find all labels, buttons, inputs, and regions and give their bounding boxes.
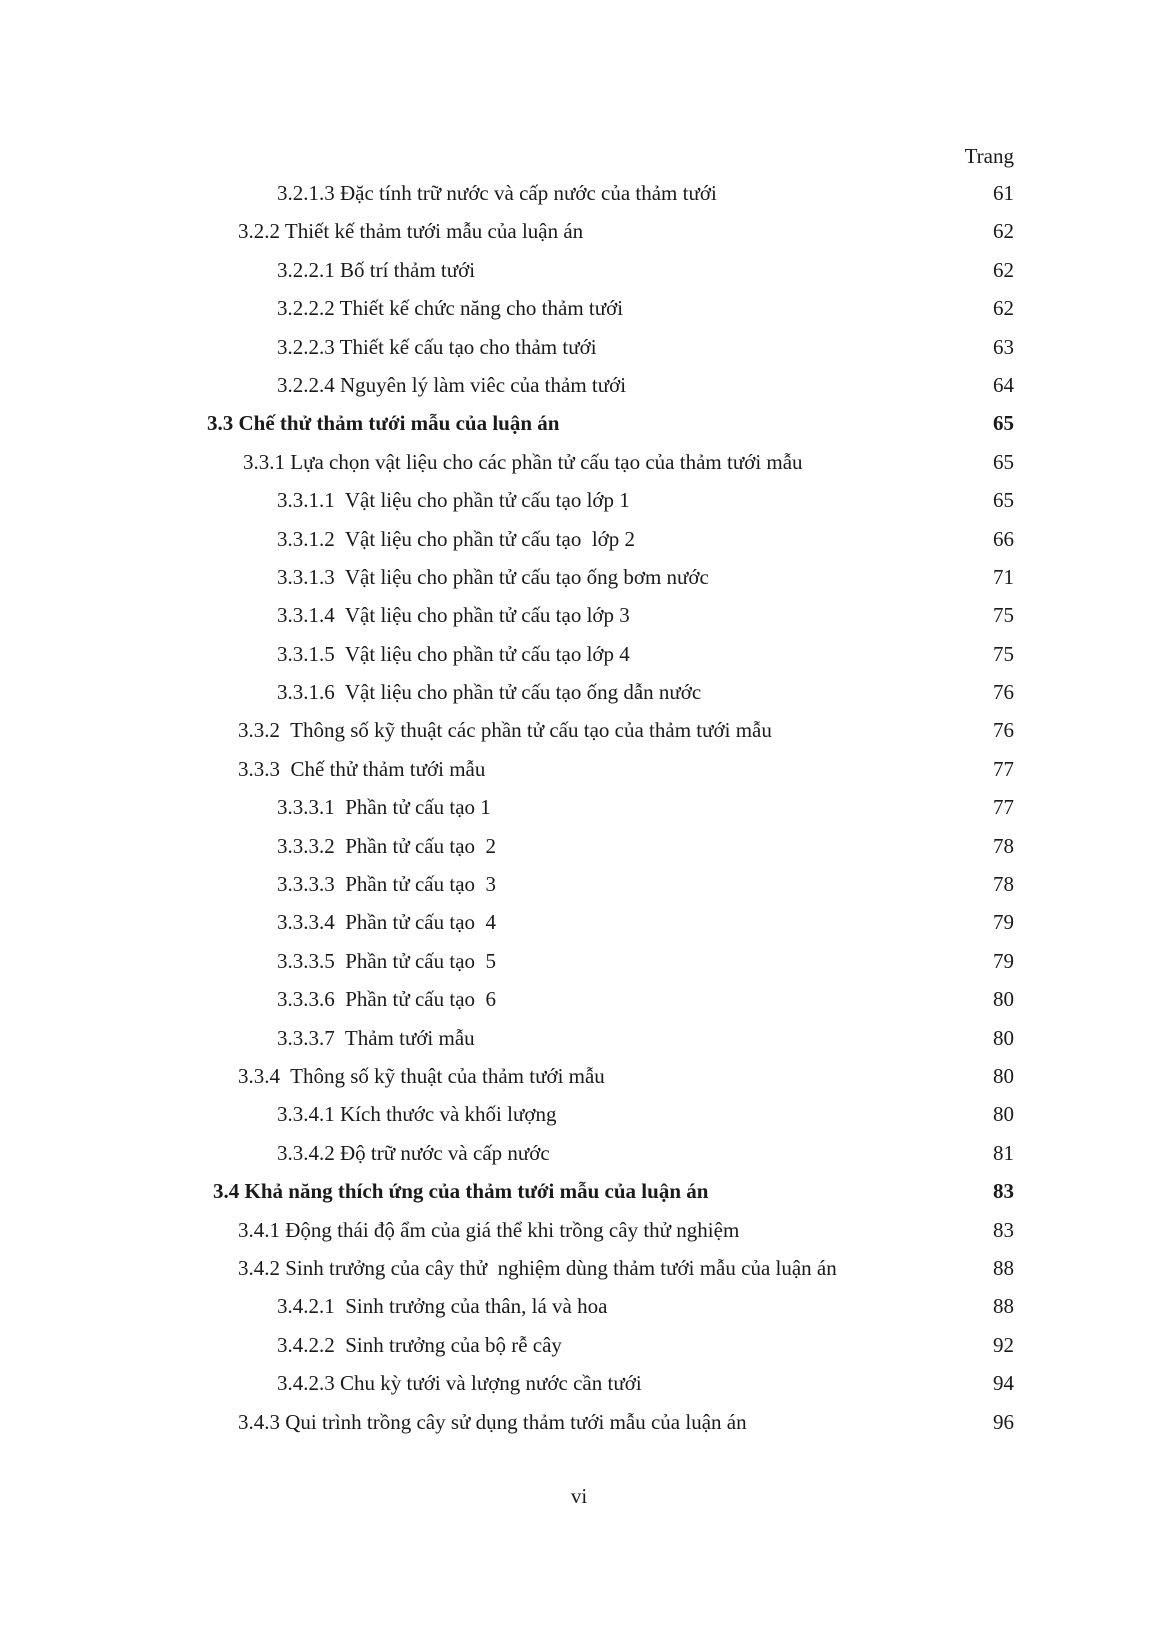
toc-entry-title: 3.3.2 Thông số kỹ thuật các phần tử cấu tạo của thảm tưới mẫu	[238, 718, 772, 743]
toc-entry-title: 3.3.3.2 Phần tử cấu tạo 2	[277, 833, 497, 858]
toc-entry-page: 88	[993, 1294, 1014, 1319]
toc-entry-page: 80	[993, 1025, 1014, 1050]
toc-entry-title: 3.3.3.3 Phần tử cấu tạo 3	[277, 872, 497, 897]
toc-entry-page: 88	[993, 1255, 1014, 1280]
toc-entry-title: 3.3 Chế thử thảm tưới mẫu của luận án	[207, 411, 560, 436]
toc-entry	[0, 981, 1158, 1019]
toc-entry	[0, 712, 1158, 750]
toc-entry	[0, 1135, 1158, 1173]
toc-entry-title: 3.4 Khả năng thích ứng của thảm tưới mẫu của luận án	[213, 1179, 709, 1204]
toc-entry	[0, 1020, 1158, 1058]
toc-entry-title: 3.3.3.4 Phần tử cấu tạo 4	[277, 910, 497, 935]
toc-entry	[0, 674, 1158, 712]
toc-entry-title: 3.3.1 Lựa chọn vật liệu cho các phần tử cấu tạo của thảm tưới mẫu	[243, 449, 803, 474]
toc-entry-page: 75	[993, 641, 1014, 666]
toc-entry	[0, 290, 1158, 328]
toc-entry	[0, 329, 1158, 367]
toc-entry-title: 3.3.1.6 Vật liệu cho phần tử cấu tạo ống dẫn nước	[277, 680, 702, 705]
toc-entry	[0, 1288, 1158, 1326]
toc-entry-page: 83	[993, 1179, 1014, 1204]
toc-entry	[0, 636, 1158, 674]
toc-entry-title: 3.2.2.1 Bố trí thảm tưới	[277, 257, 476, 282]
toc-entry	[0, 482, 1158, 520]
toc-entry-page: 80	[993, 987, 1014, 1012]
toc-entry-page: 71	[993, 564, 1014, 589]
toc-entry	[0, 405, 1158, 443]
toc-entry-page: 65	[993, 449, 1014, 474]
toc-entry-page: 76	[993, 680, 1014, 705]
toc-entry-page: 66	[993, 526, 1014, 551]
toc-entry-page: 92	[993, 1332, 1014, 1357]
toc-entry-title: 3.3.3.1 Phần tử cấu tạo 1	[277, 795, 491, 820]
toc-entry-page: 65	[993, 488, 1014, 513]
toc-entry	[0, 175, 1158, 213]
toc-entry-title: 3.3.3.5 Phần tử cấu tạo 5	[277, 948, 497, 973]
toc-entry-title: 3.4.2 Sinh trưởng của cây thử nghiệm dùng thảm tưới mẫu của luận án	[238, 1255, 837, 1280]
table-of-contents	[0, 175, 1158, 1442]
toc-entry	[0, 559, 1158, 597]
toc-entry-title: 3.3.1.2 Vật liệu cho phần tử cấu tạo lớp 2	[277, 526, 636, 551]
toc-entry	[0, 444, 1158, 482]
toc-entry	[0, 597, 1158, 635]
toc-entry	[0, 521, 1158, 559]
toc-entry	[0, 789, 1158, 827]
toc-entry-title: 3.3.3.7 Thảm tưới mẫu	[277, 1025, 475, 1050]
toc-entry-title: 3.3.4.2 Độ trữ nước và cấp nước	[277, 1140, 550, 1165]
toc-entry-page: 77	[993, 795, 1014, 820]
toc-entry-title: 3.3.4 Thông số kỹ thuật của thảm tưới mẫu	[238, 1063, 605, 1088]
toc-entry-title: 3.3.1.3 Vật liệu cho phần tử cấu tạo ống bơm nước	[277, 564, 709, 589]
toc-entry-title: 3.3.3 Chế thử thảm tưới mẫu	[238, 756, 486, 781]
toc-entry-title: 3.2.2 Thiết kế thảm tưới mẫu của luận án	[238, 219, 584, 244]
toc-entry-page: 61	[993, 181, 1014, 205]
toc-entry-title: 3.3.3.6 Phần tử cấu tạo 6	[277, 987, 497, 1012]
toc-entry	[0, 213, 1158, 251]
toc-entry-title: 3.3.4.1 Kích thước và khối lượng	[277, 1102, 557, 1127]
toc-entry-page: 94	[993, 1371, 1014, 1396]
toc-entry-title: 3.3.1.4 Vật liệu cho phần tử cấu tạo lớp 3	[277, 603, 630, 628]
toc-entry-title: 3.2.2.4 Nguyên lý làm viêc của thảm tưới	[277, 372, 627, 397]
toc-entry	[0, 252, 1158, 290]
page-number-footer: vi	[570, 1484, 588, 1508]
toc-entry-page: 64	[993, 372, 1014, 397]
toc-entry	[0, 1212, 1158, 1250]
toc-entry-page: 77	[993, 756, 1014, 781]
toc-entry-title: 3.3.1.5 Vật liệu cho phần tử cấu tạo lớp 4	[277, 641, 630, 666]
toc-entry-page: 79	[993, 948, 1014, 973]
toc-entry	[0, 904, 1158, 942]
toc-entry-page: 62	[993, 296, 1014, 321]
toc-entry-page: 80	[993, 1063, 1014, 1088]
toc-entry-page: 96	[993, 1409, 1014, 1434]
toc-entry-title: 3.4.1 Động thái độ ẩm của giá thể khi trồng cây thử nghiệm	[238, 1217, 740, 1242]
toc-entry-page: 76	[993, 718, 1014, 743]
toc-entry	[0, 828, 1158, 866]
toc-entry-page: 78	[993, 833, 1014, 858]
toc-entry	[0, 1058, 1158, 1096]
toc-entry	[0, 1365, 1158, 1403]
toc-entry	[0, 1173, 1158, 1211]
toc-entry	[0, 866, 1158, 904]
toc-entry-page: 75	[993, 603, 1014, 628]
toc-entry-page: 63	[993, 334, 1014, 359]
page-column-header: Trang	[964, 144, 1014, 168]
toc-entry-title: 3.4.2.2 Sinh trưởng của bộ rễ cây	[277, 1332, 562, 1357]
toc-entry	[0, 1250, 1158, 1288]
toc-entry-title: 3.4.2.1 Sinh trưởng của thân, lá và hoa	[277, 1294, 608, 1319]
toc-entry-title: 3.4.2.3 Chu kỳ tưới và lượng nước cần tưới	[277, 1371, 642, 1396]
toc-entry-page: 80	[993, 1102, 1014, 1127]
toc-entry	[0, 1096, 1158, 1134]
toc-entry-page: 81	[993, 1140, 1014, 1165]
toc-entry-page: 62	[993, 219, 1014, 244]
toc-entry-title: 3.2.2.2 Thiết kế chức năng cho thảm tưới	[277, 296, 624, 321]
toc-entry	[0, 367, 1158, 405]
toc-entry-page: 62	[993, 257, 1014, 282]
toc-entry-page: 79	[993, 910, 1014, 935]
toc-entry-page: 83	[993, 1217, 1014, 1242]
toc-entry-title: 3.2.2.3 Thiết kế cấu tạo cho thảm tưới	[277, 334, 597, 359]
toc-entry	[0, 943, 1158, 981]
toc-entry-title: 3.2.1.3 Đặc tính trữ nước và cấp nước của thảm tưới	[277, 181, 717, 205]
toc-entry	[0, 751, 1158, 789]
toc-entry-page: 78	[993, 872, 1014, 897]
toc-entry-title: 3.4.3 Qui trình trồng cây sử dụng thảm tưới mẫu của luận án	[238, 1409, 747, 1434]
toc-entry-title: 3.3.1.1 Vật liệu cho phần tử cấu tạo lớp 1	[277, 488, 630, 513]
toc-entry-page: 65	[993, 411, 1014, 436]
toc-entry	[0, 1404, 1158, 1442]
toc-entry	[0, 1327, 1158, 1365]
